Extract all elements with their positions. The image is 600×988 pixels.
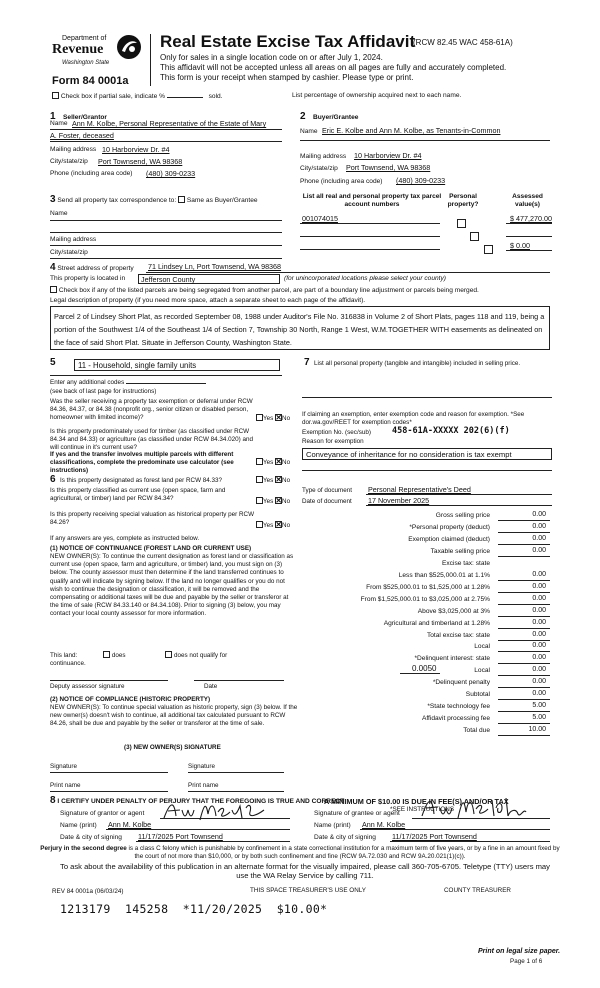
tax-row-label: Above $3,025,000 at 3%: [417, 607, 490, 615]
local-rate-value[interactable]: 0.0050: [412, 664, 437, 673]
tax-row-underline: [498, 699, 550, 700]
grantor-sig-label: Signature of grantor or agent: [60, 810, 145, 817]
timber-question-answer: Yes ✕ No: [256, 458, 290, 467]
tax-row-underline: [498, 687, 550, 688]
legal-description-text: Parcel 2 of Lindsey Short Plat, as recorded September 08, 1988 under Auditor's File No. 316838 in Volume 2 of Short Plats, pages 118 and 119, being a portion of the Southwest 1/4 of the Southeast 1/4 of Section 7, Township 30 North, Range 1 West, W.M.TOGETHER WITH easements as delineated on the face of said Short Plat. Situate in Jefferson County, Washington State.: [54, 312, 545, 347]
new-owner-signature-line-1[interactable]: [50, 772, 168, 773]
land-does-not-checkbox[interactable]: [165, 651, 172, 658]
tax-row-label: Total excise tax: state: [426, 631, 490, 639]
tax-row-underline: [498, 580, 550, 581]
print-name-label-1: Print name: [50, 782, 81, 789]
tax-row-underline: [498, 675, 550, 676]
q-forest-yes-checkbox[interactable]: [256, 476, 263, 483]
tax-row-label: Exemption claimed (deduct): [408, 535, 490, 543]
tax-row-value[interactable]: 0.00: [532, 618, 546, 626]
section3-mail-line: [50, 245, 282, 246]
tax-row-underline: [498, 711, 550, 712]
tax-row-underline: [498, 735, 550, 736]
buyer-mail-value[interactable]: 10 Harborview Dr. #4: [354, 151, 422, 160]
historic-answer: Yes ✕ No: [256, 521, 290, 530]
seller-name-line2[interactable]: A. Foster, deceased: [50, 131, 114, 140]
reason-label: Reason for exemption: [302, 438, 364, 445]
reason-line-2: [302, 470, 552, 471]
assessed-value-col-header: Assessed value(s): [512, 193, 543, 209]
grantee-date-value[interactable]: 11/17/2025 Port Townsend: [392, 832, 477, 841]
grantee-name-line: [360, 829, 550, 830]
tax-row-value[interactable]: 0.00: [532, 678, 546, 686]
tax-row-value[interactable]: 0.00: [532, 511, 546, 518]
deputy-date-label: Date: [204, 683, 218, 690]
grantor-date-label: Date & city of signing: [60, 834, 122, 841]
exemption-question-answer: Yes ✕ No: [256, 414, 290, 423]
tax-row-value[interactable]: 5.00: [532, 702, 546, 710]
section3-city-line: [50, 258, 282, 259]
tax-row-value[interactable]: 0.00: [532, 666, 546, 674]
seller-phone-value[interactable]: (480) 309-0233: [146, 169, 196, 178]
new-owner-print-line-1[interactable]: [50, 791, 168, 792]
forest-answer: Yes ✕ No: [256, 476, 290, 485]
personal-property-line[interactable]: [302, 397, 552, 398]
grantee-signature: [418, 794, 528, 820]
unincorporated-note: (for unincorporated locations please select your county): [284, 275, 447, 282]
form-rcw: (RCW 82.45 WAC 458-61A): [413, 38, 513, 47]
legal-paper-note: Print on legal size paper.: [478, 948, 561, 955]
property-street-value[interactable]: 71 Lindsey Ln, Port Townsend, WA 98368: [148, 262, 282, 271]
header-divider: [150, 34, 151, 86]
tax-row-underline: [498, 628, 550, 629]
dept-revenue: Revenue: [52, 42, 104, 57]
q-forest-no-checkbox[interactable]: [275, 476, 282, 483]
tax-row-value[interactable]: 0.00: [532, 570, 546, 578]
tax-row-label: From $525,000.01 to $1,525,000 at 1.28%: [366, 583, 490, 591]
property-street-line: [146, 272, 550, 273]
parcel-row-3-value-line: [506, 250, 552, 251]
cashier-stamp: 1213179 145258 *11/20/2025 $10.00*: [60, 902, 328, 916]
seller-name-label: Name: [50, 120, 68, 127]
tax-row-label: *Personal property (deduct): [409, 523, 490, 531]
timber-question: Is this property predominately used for timber (as classified under RCW 84.34 and 84.33) or agriculture (as classified under RCW 84.34.020) and will continue in it's current use?: [50, 428, 254, 451]
section3-name-line: [50, 220, 282, 221]
q-exemption-no-checkbox[interactable]: [275, 414, 282, 421]
tax-row-underline: [498, 604, 550, 605]
partial-sale-label: Check box if partial sale, indicate %: [60, 93, 165, 100]
tax-row-value[interactable]: 0.00: [532, 606, 546, 614]
personal-property-label: List all personal property (tangible and intangible) included in selling price.: [314, 360, 521, 367]
deputy-date-line[interactable]: [194, 680, 284, 681]
tax-row-underline: [498, 520, 550, 521]
tax-row-underline: [498, 651, 550, 652]
parcel-row-3-line: [300, 249, 440, 250]
section3-city-label: City/state/zip: [50, 249, 88, 256]
signature-label-1: Signature: [50, 763, 77, 770]
doc-type-line: [366, 494, 552, 495]
section3-row: 3 Send all property tax correspondence to: Same as Buyer/Grantee: [50, 194, 258, 205]
signature-label-2: Signature: [188, 763, 215, 770]
header-sub2: This affidavit will not be accepted unless all areas on all pages are fully and accurately completed.: [160, 63, 507, 72]
grantor-date-line: [136, 841, 290, 842]
grantee-name-label: Name (print): [314, 822, 351, 829]
dept-state: Washington State: [62, 60, 110, 66]
tax-row-label: Local: [474, 643, 490, 651]
tax-row-underline: [498, 663, 550, 664]
timber-question-multi: If yes and the transfer involves multiple parcels with different classifications, complete the predominate use calculator (see instructions): [50, 451, 234, 474]
form-number: Form 84 0001a: [52, 75, 129, 87]
parcel-row-1-value-line: [506, 223, 552, 224]
new-owner-print-line-2[interactable]: [188, 791, 284, 792]
tax-row-label: *Delinquent interest: state: [414, 655, 490, 663]
segregated-checkbox[interactable]: [50, 286, 57, 293]
ownership-note: List percentage of ownership acquired next to each name.: [292, 92, 462, 99]
notice1-title: (1) NOTICE OF CONTINUANCE (FOREST LAND OR CURRENT USE): [50, 545, 252, 552]
grantor-name-line: [106, 829, 290, 830]
minimum-due-note: A MINIMUM OF $10.00 IS DUE IN FEE(S) AND/OR TAX: [324, 797, 509, 806]
dor-logo: [50, 34, 144, 76]
print-name-label-2: Print name: [188, 782, 219, 789]
section5-line: [50, 375, 282, 376]
grantee-date-line: [390, 841, 550, 842]
buyer-phone-value[interactable]: (480) 309-0233: [396, 176, 446, 185]
form-title: Real Estate Excise Tax Affidavit: [160, 32, 416, 51]
section3-name-label: Name: [50, 210, 68, 217]
buyer-phone-label: Phone (including area code): [300, 178, 383, 185]
parcel-row-1-line: [300, 223, 440, 224]
grantee-name-value[interactable]: Ann M. Kolbe: [362, 820, 406, 829]
legal-description-label: Legal description of property (if you need more space, attach a separate sheet to each page of the affidavit).: [50, 297, 366, 304]
tax-row-value[interactable]: 0.00: [532, 522, 546, 530]
revenue-logo-icon: [116, 34, 142, 60]
partial-sale-sold: sold.: [208, 93, 223, 100]
tax-row-label: Agricultural and timberland at 1.28%: [383, 619, 490, 627]
header-sub3: This form is your receipt when stamped by cashier. Please type or print.: [160, 73, 414, 82]
seller-city-label: City/state/zip: [50, 158, 88, 165]
deputy-signature-label: Deputy assessor signature: [50, 683, 125, 690]
header-sub1: Only for sales in a single location code on or after July 1, 2024.: [160, 53, 383, 62]
parcel-row-1-personal-checkbox[interactable]: [457, 219, 466, 228]
continuance-row: This land: does does not qualify for: [50, 652, 228, 659]
tax-row-value[interactable]: 0.00: [532, 534, 546, 542]
seller-city-value[interactable]: Port Townsend, WA 98368: [98, 157, 183, 166]
partial-sale-checkbox[interactable]: [52, 92, 59, 99]
tax-row-value[interactable]: 10.00: [528, 726, 546, 734]
grantee-sig-label: Signature of grantee or agent: [314, 810, 400, 817]
q-exemption-yes-checkbox[interactable]: [256, 414, 263, 421]
seller-heading: 1 Seller/Grantor: [50, 111, 107, 122]
seller-mail-value[interactable]: 10 Harborview Dr. #4: [102, 145, 170, 154]
buyer-name-label: Name: [300, 128, 318, 135]
q-timber-no-checkbox[interactable]: [275, 458, 282, 465]
tax-row-label: Gross selling price: [435, 512, 490, 519]
local-rate-line: [400, 673, 440, 674]
section4-street-row: 4 Street address of property: [50, 262, 134, 273]
see-back-note: (see back of last page for instructions): [50, 388, 157, 395]
personal-property-col-header: Personal property?: [447, 193, 479, 209]
exemption-question: Was the seller receiving a property tax exemption or deferral under RCW 84.36, 84.37, or 84.38 (nonprofit org., senior citizen or disabled person, homeowner with limited income)?: [50, 398, 253, 421]
tax-row-value[interactable]: 5.00: [532, 714, 546, 722]
buyer-city-value[interactable]: Port Townsend, WA 98368: [346, 163, 431, 172]
parcel-row-1-value[interactable]: $ 477,270.00: [510, 214, 552, 223]
parcel-row-1-number[interactable]: 001074015: [302, 214, 338, 223]
doc-date-value[interactable]: 17 November 2025: [368, 496, 430, 505]
buyer-mail-label: Mailing address: [300, 153, 347, 160]
current-use-question: Is this property classified as current use (open space, farm and agricultural, or timber) land per RCW 84.34?: [50, 487, 226, 502]
perjury-note: Perjury in the second degree is a class C felony which is punishable by confinement in a state correctional institution for a maximum term of five years, or by a fine in an amount fixed by the court of not more than $10,000, or by both such confinement and fine (RCW 9A.72.030 and RCW 9A.20.021(1)(c)).: [40, 845, 560, 860]
land-does-checkbox[interactable]: [103, 651, 110, 658]
tax-row-label: Local: [474, 667, 490, 675]
tax-row-underline: [498, 532, 550, 533]
certify-row: 8 I CERTIFY UNDER PENALTY OF PERJURY THAT THE FOREGOING IS TRUE AND CORRECT: [50, 795, 345, 806]
tax-row-value[interactable]: 0.00: [532, 630, 546, 638]
forest-question: Is this property designated as forest land per RCW 84.33?: [60, 477, 223, 484]
current-use-answer: Yes ✕ No: [256, 497, 290, 506]
doc-date-line: [366, 505, 552, 506]
parcel-row-3-personal-checkbox[interactable]: [484, 245, 493, 254]
q-historic-no-checkbox[interactable]: [275, 521, 282, 528]
notice1-text: NEW OWNER(S): To continue the current designation as forest land or classification as current use (open space, farm and agriculture, or timber) land, you must sign on (3) below. The county assessor must then determine if the land transferred continues to qualify and will indicate by signing below. If the land no longer qualifies or you do not wish to continue the designation or classification, it will be removed and the compensating or additional taxes will be due and payable by the seller or transferor at the time of sale (RCW 84.33.140 or 84.34.108). Prior to signing (3) below, you may contact your local county assessor for more information.: [50, 553, 294, 618]
doc-type-label: Type of document: [302, 487, 353, 494]
parcel-row-2-line: [300, 236, 440, 237]
grantor-signature: [160, 798, 270, 822]
if-yes-note: If any answers are yes, complete as instructed below.: [50, 535, 200, 542]
tax-row-label: Less than $525,000.01 at 1.1%: [398, 571, 490, 579]
doc-date-label: Date of document: [302, 498, 352, 505]
parcel-row-3-value[interactable]: $ 0.00: [510, 241, 530, 250]
parcel-col-header: List all real and personal property tax parcel account numbers: [302, 193, 442, 209]
section6-num: 6: [50, 474, 56, 485]
tax-row-label: Excise tax: state: [441, 559, 490, 567]
new-owner-signature-line-2[interactable]: [188, 772, 284, 773]
tax-row-underline: [498, 616, 550, 617]
rev-number: REV 84 0001a (06/03/24): [52, 888, 124, 895]
tax-row-underline: [498, 544, 550, 545]
deputy-signature-line[interactable]: [50, 680, 168, 681]
seller-phone-label: Phone (including area code): [50, 170, 133, 177]
tax-row-label: *State technology fee: [427, 703, 490, 711]
county-treasurer: COUNTY TREASURER: [444, 887, 511, 894]
tax-row-underline: [498, 640, 550, 641]
use-code-select[interactable]: 11 - Household, single family units: [74, 359, 280, 371]
tax-row-value[interactable]: 0.00: [532, 546, 546, 554]
grantee-date-label: Date & city of signing: [314, 834, 376, 841]
tax-row-label: Total due: [463, 727, 490, 735]
exemption-intro: If claiming an exemption, enter exemption code and reason for exemption. *See dor.wa.gov/REET for exemption codes*: [302, 411, 525, 426]
q-current-use-yes-checkbox[interactable]: [256, 497, 263, 504]
q-historic-yes-checkbox[interactable]: [256, 521, 263, 528]
page-number: Page 1 of 6: [510, 958, 543, 965]
q-timber-yes-checkbox[interactable]: [256, 458, 263, 465]
tax-row-underline: [498, 723, 550, 724]
tax-row-value[interactable]: 0.00: [532, 654, 546, 662]
seller-name-underline: [50, 129, 282, 130]
section5-num: 5: [50, 357, 56, 368]
tax-row-underline: [498, 592, 550, 593]
additional-codes-label: Enter any additional codes: [50, 379, 206, 387]
section7-num: 7: [304, 357, 310, 368]
section3-mail-label: Mailing address: [50, 236, 97, 243]
buyer-name-value[interactable]: Eric E. Kolbe and Ann M. Kolbe, as Tenants-in-Common: [322, 126, 501, 135]
buyer-city-label: City/state/zip: [300, 165, 338, 172]
doc-type-value[interactable]: Personal Representative's Deed: [368, 485, 471, 494]
continuance-label: continuance.: [50, 660, 86, 667]
exemption-no-value[interactable]: 458-61A-XXXXX 202(6)(f): [392, 426, 510, 436]
exemption-no-label: Exemption No. (sec/sub): [302, 429, 371, 436]
partial-sale-row: [52, 92, 223, 101]
buyer-name-underline: [300, 140, 550, 141]
notice2-text: NEW OWNER(S): To continue special valuation as historic property, sign (3) below. If the new owner(s) doesn't wish to continue, all additional tax calculated pursuant to RCW 84.26, shall be due and payable by the seller or transferor at the time of sale.: [50, 704, 298, 728]
tax-row-value[interactable]: 0.00: [532, 642, 546, 650]
accessibility-note: To ask about the availability of this publication in an alternate format for the visually impaired, please call 360-705-6705. Teletype (TTY) users may use the WA Relay Service by calling 711.: [60, 862, 550, 881]
notice2-title: (2) NOTICE OF COMPLIANCE (HISTORIC PROPERTY): [50, 696, 211, 703]
tax-row-value[interactable]: 0.00: [532, 690, 546, 698]
parcel-row-2-value-line: [506, 236, 552, 237]
parcel-row-2-personal-checkbox[interactable]: [470, 232, 479, 241]
tax-row-label: Affidavit processing fee: [421, 715, 490, 723]
seller-mail-label: Mailing address: [50, 146, 97, 153]
tax-row-label: Subtotal: [465, 691, 490, 699]
reason-box[interactable]: Conveyance of inheritance for no consideration is tax exempt: [302, 448, 552, 460]
buyer-heading: 2 Buyer/Grantee: [300, 111, 359, 122]
county-select[interactable]: Jefferson County: [138, 274, 280, 284]
tax-row-label: Taxable selling price: [430, 547, 490, 555]
seller-name-line1[interactable]: Ann M. Kolbe, Personal Representative of the Estate of Mary: [72, 119, 267, 128]
historic-question: Is this property receiving special valuation as historical property per RCW 84.26?: [50, 511, 255, 526]
grantor-date-value[interactable]: 11/17/2025 Port Townsend: [138, 832, 223, 841]
see-instructions: *SEE INSTRUCTIONS: [390, 806, 455, 813]
grantor-name-value[interactable]: Ann M. Kolbe: [108, 820, 152, 829]
segregated-row: Check box if any of the listed parcels are being segregated from another parcel, are part of a boundary line adjustment or parcels being merged.: [50, 286, 479, 295]
grantor-name-label: Name (print): [60, 822, 97, 829]
tax-row-underline: [498, 556, 550, 557]
tax-row-value[interactable]: 0.00: [532, 594, 546, 602]
dept-line1: Department of: [62, 35, 107, 42]
tax-row-value[interactable]: 0.00: [532, 582, 546, 590]
located-label: This property is located in: [50, 275, 126, 282]
treasurer-only: THIS SPACE TREASURER'S USE ONLY: [250, 887, 366, 894]
q-current-use-no-checkbox[interactable]: [275, 497, 282, 504]
tax-row-label: *Delinquent penalty: [432, 679, 490, 687]
section3-name-line2: [50, 232, 282, 233]
tax-row-label: From $1,525,000.01 to $3,025,000 at 2.75%: [360, 595, 490, 603]
notice3-title: (3) NEW OWNER(S) SIGNATURE: [124, 744, 221, 751]
seller-name-underline2: [50, 141, 282, 142]
same-as-buyer-checkbox[interactable]: [178, 196, 185, 203]
legal-description-box[interactable]: [50, 306, 550, 350]
